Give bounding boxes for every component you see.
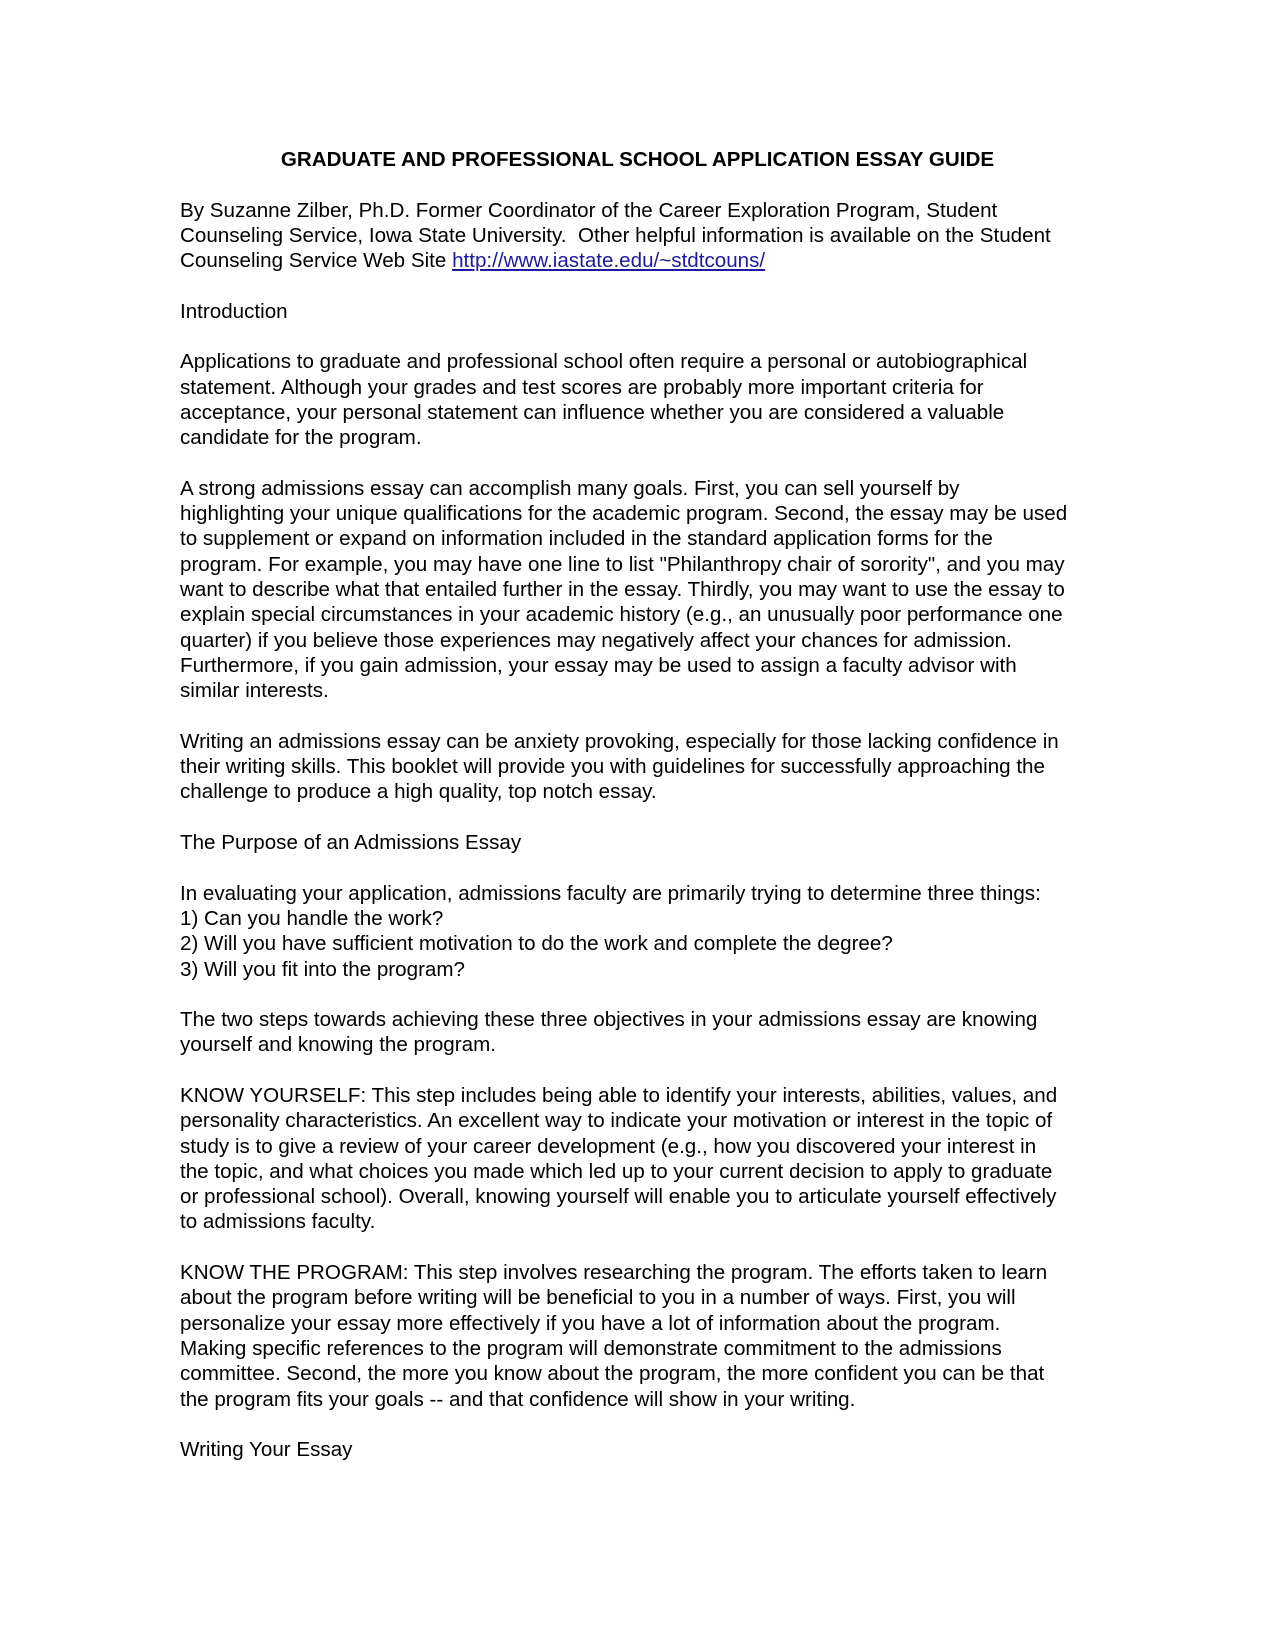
text-line <box>180 526 1095 551</box>
text-line <box>180 501 1095 526</box>
text-line <box>180 1108 1095 1133</box>
text-line <box>180 299 1095 324</box>
text-line <box>180 400 1095 425</box>
text-line <box>180 577 1095 602</box>
text-segment: Writing Your Essay <box>180 1438 353 1462</box>
text-segment: 2) Will you have sufficient motivation to do the work and complete the degree? <box>180 932 893 956</box>
text-line <box>180 1437 1095 1462</box>
text-segment: Writing an admissions essay can be anxiety provoking, especially for those lacking confidence in <box>180 729 1059 753</box>
text-segment: quarter) if you believe those experiences may negatively affect your chances for admission. <box>180 628 1012 652</box>
text-segment: the program fits your goals -- and that confidence will show in your writing. <box>180 1387 856 1411</box>
text-line <box>180 729 1095 754</box>
text-segment: about the program before writing will be beneficial to you in a number of ways. First, you will <box>180 1286 1016 1310</box>
text-segment: to supplement or expand on information included in the standard application forms for the <box>180 527 993 551</box>
text-line <box>180 1311 1095 1336</box>
text-line <box>180 754 1095 779</box>
text-segment: the topic, and what choices you made which led up to your current decision to apply to graduate <box>180 1159 1053 1183</box>
text-line <box>180 1387 1095 1412</box>
text-segment: acceptance, your personal statement can influence whether you are considered a valuable <box>180 400 1005 424</box>
paragraph-two-steps <box>180 1007 1095 1058</box>
text-segment: highlighting your unique qualifications for the academic program. Second, the essay may be used <box>180 502 1068 526</box>
paragraph-applications <box>180 349 1095 450</box>
text-segment: Applications to graduate and professional school often require a personal or autobiographical <box>180 350 1028 374</box>
text-line <box>180 1260 1095 1285</box>
text-segment: committee. Second, the more you know about the program, the more confident you can be that <box>180 1362 1045 1386</box>
text-segment: personality characteristics. An excellent way to indicate your motivation or interest in the topic of <box>180 1109 1053 1133</box>
text-line <box>180 957 1095 982</box>
text-segment: In evaluating your application, admissions faculty are primarily trying to determine three things: <box>180 881 1041 905</box>
text-segment: The two steps towards achieving these three objectives in your admissions essay are knowing <box>180 1008 1038 1032</box>
text-line <box>180 1032 1095 1057</box>
text-line <box>180 931 1095 956</box>
text-segment: personalize your essay more effectively if you have a lot of information about the program. <box>180 1311 1001 1335</box>
text-line <box>180 223 1095 248</box>
text-line <box>180 1285 1095 1310</box>
heading-writing-your-essay <box>180 1437 1095 1462</box>
paragraph-strong-essay-goals <box>180 476 1095 704</box>
text-segment: By Suzanne Zilber, Ph.D. Former Coordinator of the Career Exploration Program, Student <box>180 198 998 222</box>
paragraph-three-things <box>180 881 1095 982</box>
text-segment: explain special circumstances in your academic history (e.g., an unusually poor performance one <box>180 603 1063 627</box>
text-line <box>180 628 1095 653</box>
text-line <box>180 1361 1095 1386</box>
text-line <box>180 476 1095 501</box>
text-segment: KNOW YOURSELF: This step includes being able to identify your interests, abilities, values, and <box>180 1083 1058 1107</box>
text-line <box>180 552 1095 577</box>
text-line <box>180 881 1095 906</box>
paragraph-know-the-program <box>180 1260 1095 1412</box>
text-line <box>180 1083 1095 1108</box>
text-line <box>180 906 1095 931</box>
text-segment: their writing skills. This booklet will provide you with guidelines for successfully approaching the <box>180 755 1045 779</box>
text-segment: 1) Can you handle the work? <box>180 906 444 930</box>
paragraph-anxiety-provoking <box>180 729 1095 805</box>
byline-paragraph <box>180 198 1095 274</box>
text-segment: study is to give a review of your career development (e.g., how you discovered your interest in <box>180 1134 1037 1158</box>
text-line <box>180 1134 1095 1159</box>
text-segment: challenge to produce a high quality, top notch essay. <box>180 780 657 804</box>
text-segment: similar interests. <box>180 679 329 703</box>
heading-introduction <box>180 299 1095 324</box>
text-segment: A strong admissions essay can accomplish many goals. First, you can sell yourself by <box>180 476 960 500</box>
text-segment: 3) Will you fit into the program? <box>180 957 465 981</box>
text-line <box>180 602 1095 627</box>
text-segment: Making specific references to the program will demonstrate commitment to the admissions <box>180 1336 1002 1360</box>
text-segment: Furthermore, if you gain admission, your essay may be used to assign a faculty advisor with <box>180 653 1017 677</box>
text-line <box>180 425 1095 450</box>
text-line <box>180 1007 1095 1032</box>
text-segment: The Purpose of an Admissions Essay <box>180 831 522 855</box>
text-line <box>180 653 1095 678</box>
text-line <box>180 779 1095 804</box>
document-body <box>180 198 1095 1463</box>
text-segment: or professional school). Overall, knowing yourself will enable you to articulate yourself effectively <box>180 1185 1057 1209</box>
text-line <box>180 1209 1095 1234</box>
text-line <box>180 248 1095 273</box>
text-line <box>180 375 1095 400</box>
text-segment: statement. Although your grades and test scores are probably more important criteria for <box>180 375 984 399</box>
text-segment: yourself and knowing the program. <box>180 1033 496 1057</box>
text-line <box>180 349 1095 374</box>
document-title: GRADUATE AND PROFESSIONAL SCHOOL APPLICATION ESSAY GUIDE <box>280 148 995 171</box>
text-segment: Introduction <box>180 299 288 323</box>
text-line <box>180 830 1095 855</box>
counseling-service-web-link[interactable]: http://www.iastate.edu/~stdtcouns/ <box>452 249 766 273</box>
heading-purpose-of-admissions-essay <box>180 830 1095 855</box>
text-segment: candidate for the program. <box>180 426 422 450</box>
text-line <box>180 198 1095 223</box>
text-segment: want to describe what that entailed further in the essay. Thirdly, you may want to use the essay to <box>180 578 1065 602</box>
text-segment: Counseling Service Web Site <box>180 249 453 273</box>
text-line <box>180 1336 1095 1361</box>
text-line <box>180 678 1095 703</box>
text-segment: KNOW THE PROGRAM: This step involves researching the program. The efforts taken to learn <box>180 1261 1048 1285</box>
text-segment: Counseling Service, Iowa State University. Other helpful information is available on the Student <box>180 223 1051 247</box>
text-segment: program. For example, you may have one line to list "Philanthropy chair of sorority", and you may <box>180 552 1065 576</box>
text-segment: to admissions faculty. <box>180 1210 376 1234</box>
text-line <box>180 1159 1095 1184</box>
paragraph-know-yourself <box>180 1083 1095 1235</box>
text-line <box>180 1184 1095 1209</box>
